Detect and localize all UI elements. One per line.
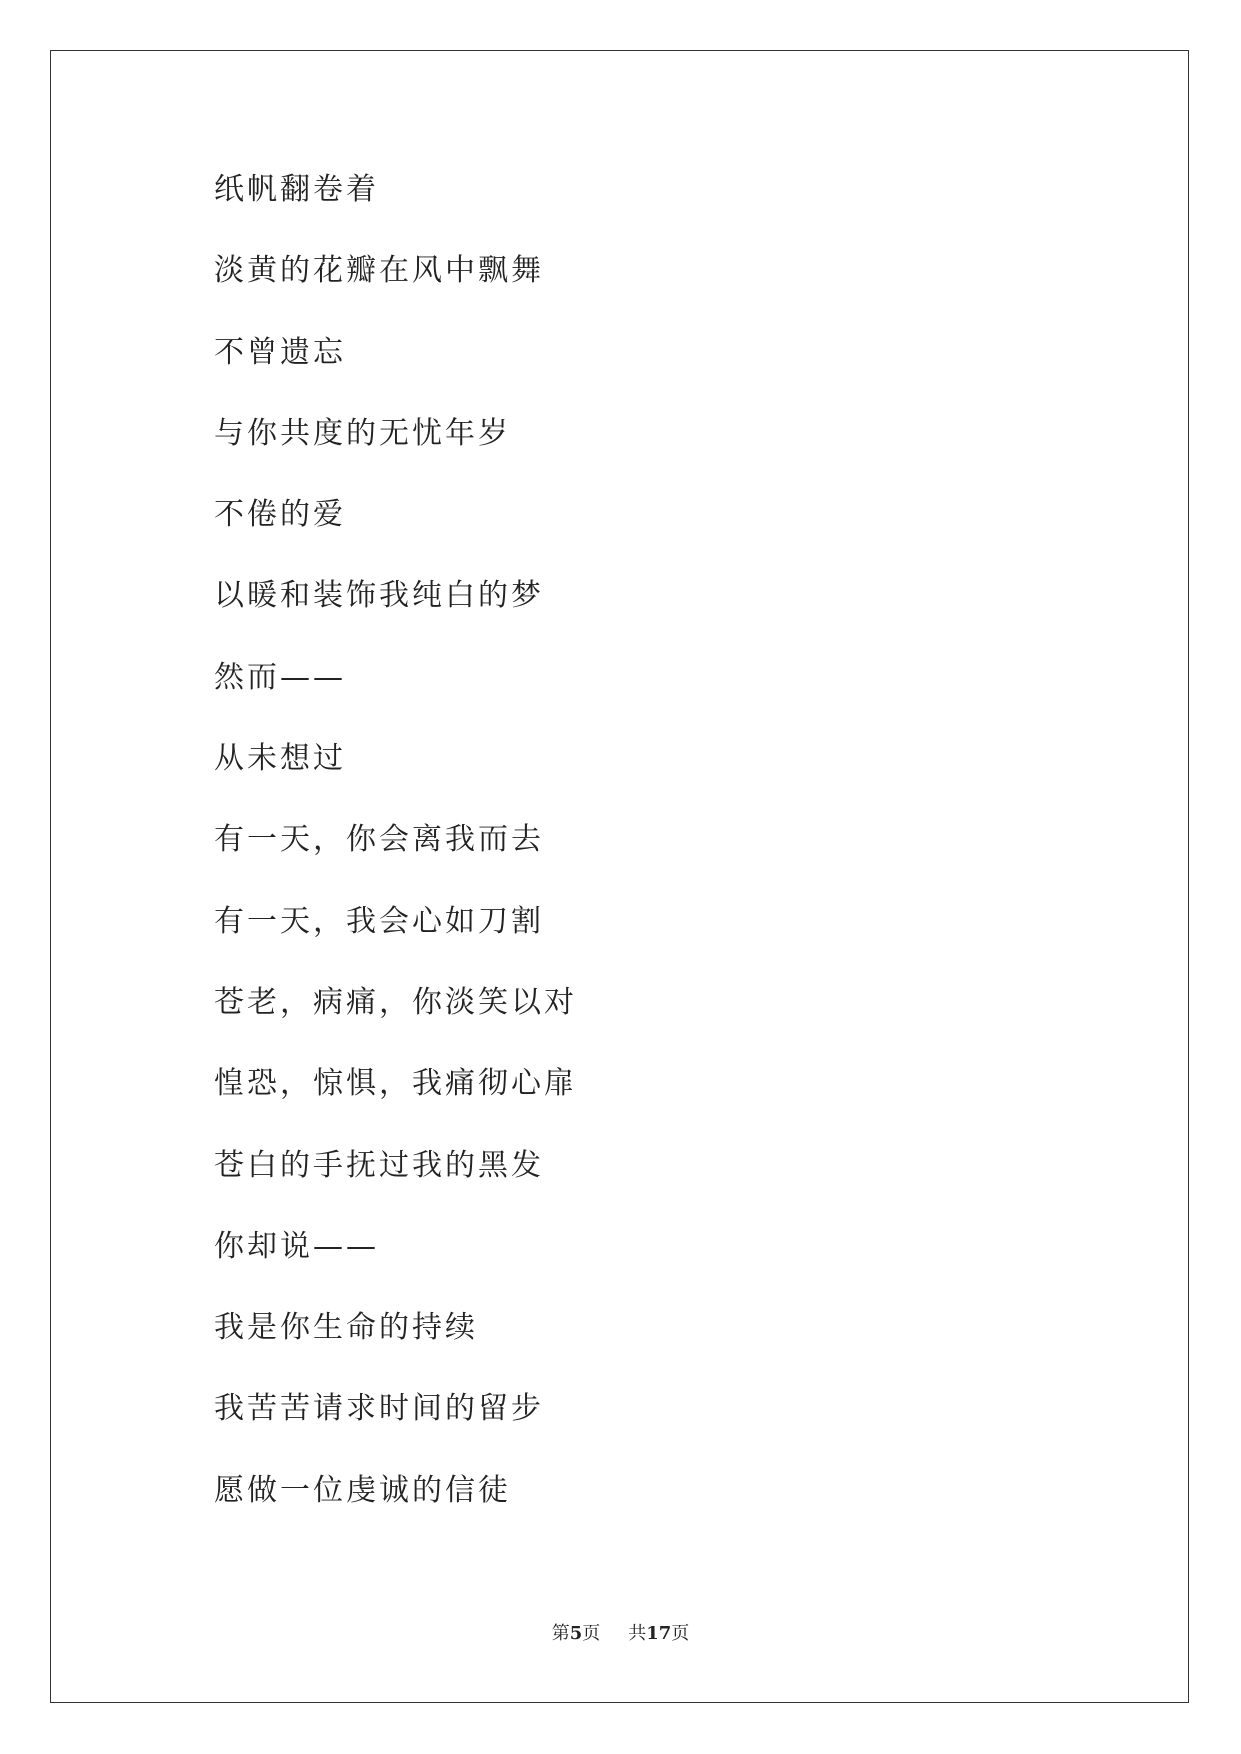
total-label-prefix: 共 (628, 1623, 647, 1644)
poem-line: 愿做一位虔诚的信徒 (214, 1472, 511, 1508)
poem-line: 有一天，我会心如刀割 (214, 903, 544, 939)
poem-line: 以暖和装饰我纯白的梦 (214, 578, 544, 614)
poem-line: 与你共度的无忧年岁 (214, 415, 511, 451)
poem-line: 纸帆翻卷着 (214, 172, 379, 207)
page-number: 5 (569, 1623, 583, 1644)
poem-line: 我苦苦请求时间的留步 (214, 1391, 544, 1427)
poem-line: 惶恐，惊惧，我痛彻心扉 (214, 1066, 577, 1102)
poem-line: 然而—— (214, 659, 346, 695)
page-label-suffix: 页 (582, 1623, 601, 1644)
poem-line: 苍老，病痛，你淡笑以对 (214, 984, 577, 1020)
poem-line: 我是你生命的持续 (214, 1310, 478, 1346)
poem-line: 从未想过 (214, 741, 346, 777)
poem-line: 苍白的手抚过我的黑发 (214, 1147, 544, 1183)
poem-body (214, 166, 577, 1548)
total-pages: 17 (646, 1623, 672, 1644)
page-footer (0, 1620, 1241, 1648)
total-label-suffix: 页 (671, 1623, 690, 1644)
poem-line: 不曾遗忘 (214, 334, 346, 370)
poem-line: 不倦的爱 (214, 497, 346, 533)
poem-line: 淡黄的花瓣在风中飘舞 (214, 253, 544, 289)
page-label-prefix: 第 (551, 1623, 570, 1644)
poem-line: 你却说—— (214, 1228, 379, 1264)
poem-line: 有一天，你会离我而去 (214, 822, 544, 858)
